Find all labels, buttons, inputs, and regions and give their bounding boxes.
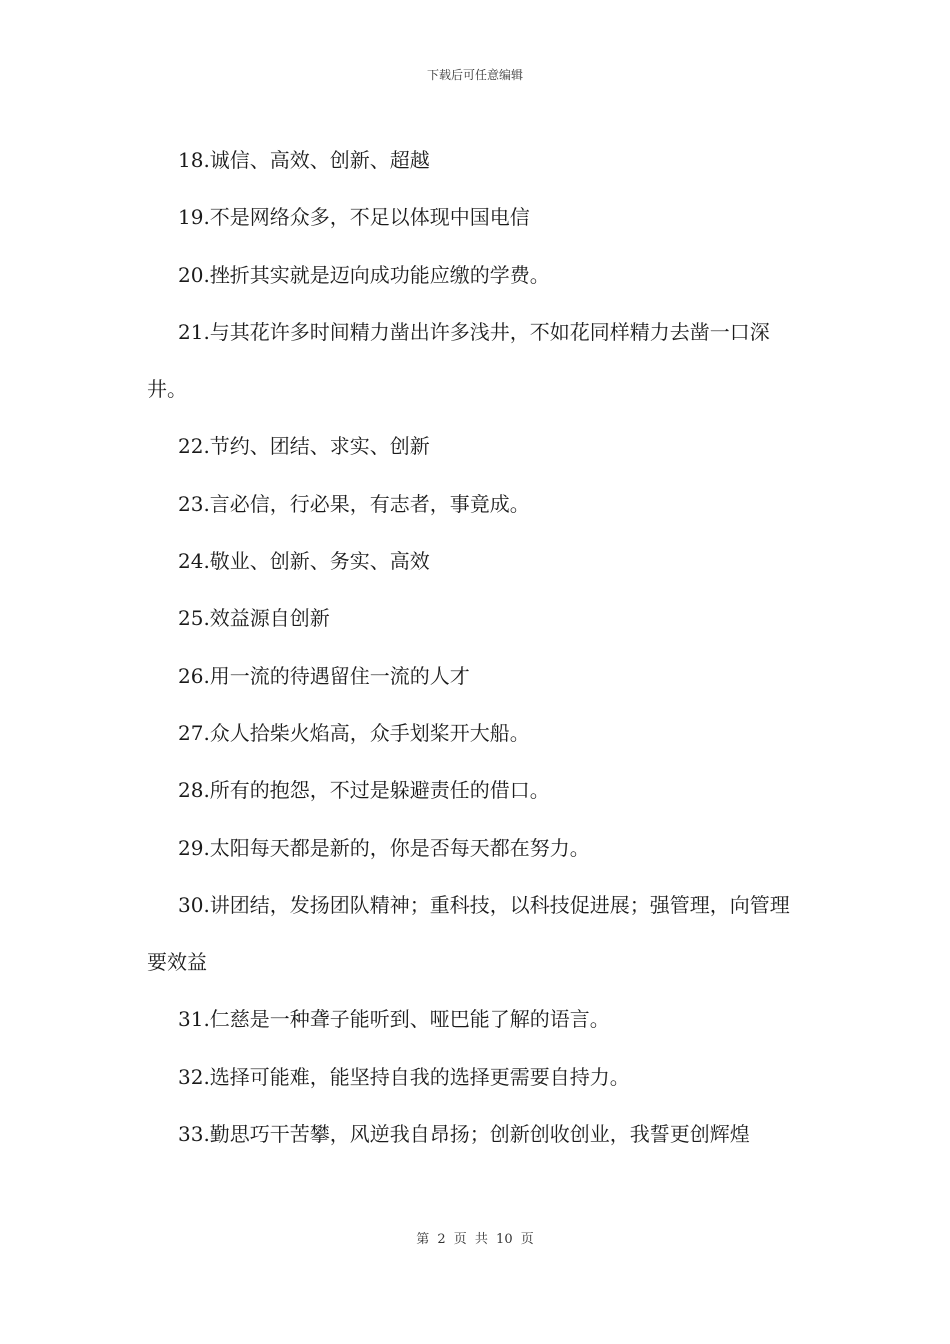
paragraph: 28.所有的抱怨，不过是躲避责任的借口。: [178, 778, 550, 803]
paragraph: 31.仁慈是一种聋子能听到、哑巴能了解的语言。: [178, 1007, 610, 1032]
paragraph: 19.不是网络众多，不足以体现中国电信: [178, 205, 530, 230]
paragraph: 21.与其花许多时间精力凿出许多浅井，不如花同样精力去凿一口深井。: [147, 319, 770, 402]
paragraph: 22.节约、团结、求实、创新: [178, 434, 430, 459]
paragraph: 29.太阳每天都是新的，你是否每天都在努力。: [178, 835, 590, 860]
paragraph: 33.勤思巧干苦攀，风逆我自昂扬；创新创收创业，我誓更创辉煌: [178, 1122, 750, 1147]
paragraph: 20.挫折其实就是迈向成功能应缴的学费。: [178, 262, 550, 287]
page-footer: 第 2 页 共 10 页: [416, 1232, 534, 1247]
paragraph: 18.诚信、高效、创新、超越: [178, 148, 430, 172]
paragraph: 32.选择可能难，能坚持自我的选择更需要自持力。: [178, 1064, 630, 1089]
paragraph: 24.敬业、创新、务实、高效: [178, 549, 430, 574]
paragraph: 26.用一流的待遇留住一流的人才: [178, 663, 470, 688]
page-header: 下载后可任意编辑: [426, 68, 523, 82]
paragraph: 30.讲团结，发扬团队精神；重科技，以科技促进展；强管理，向管理要效益: [147, 892, 790, 975]
paragraph: 25.效益源自创新: [178, 606, 330, 631]
paragraph: 23.言必信，行必果，有志者，事竟成。: [178, 491, 530, 516]
document-body: [147, 132, 809, 1163]
paragraph: 27.众人拾柴火焰高，众手划桨开大船。: [178, 720, 530, 745]
